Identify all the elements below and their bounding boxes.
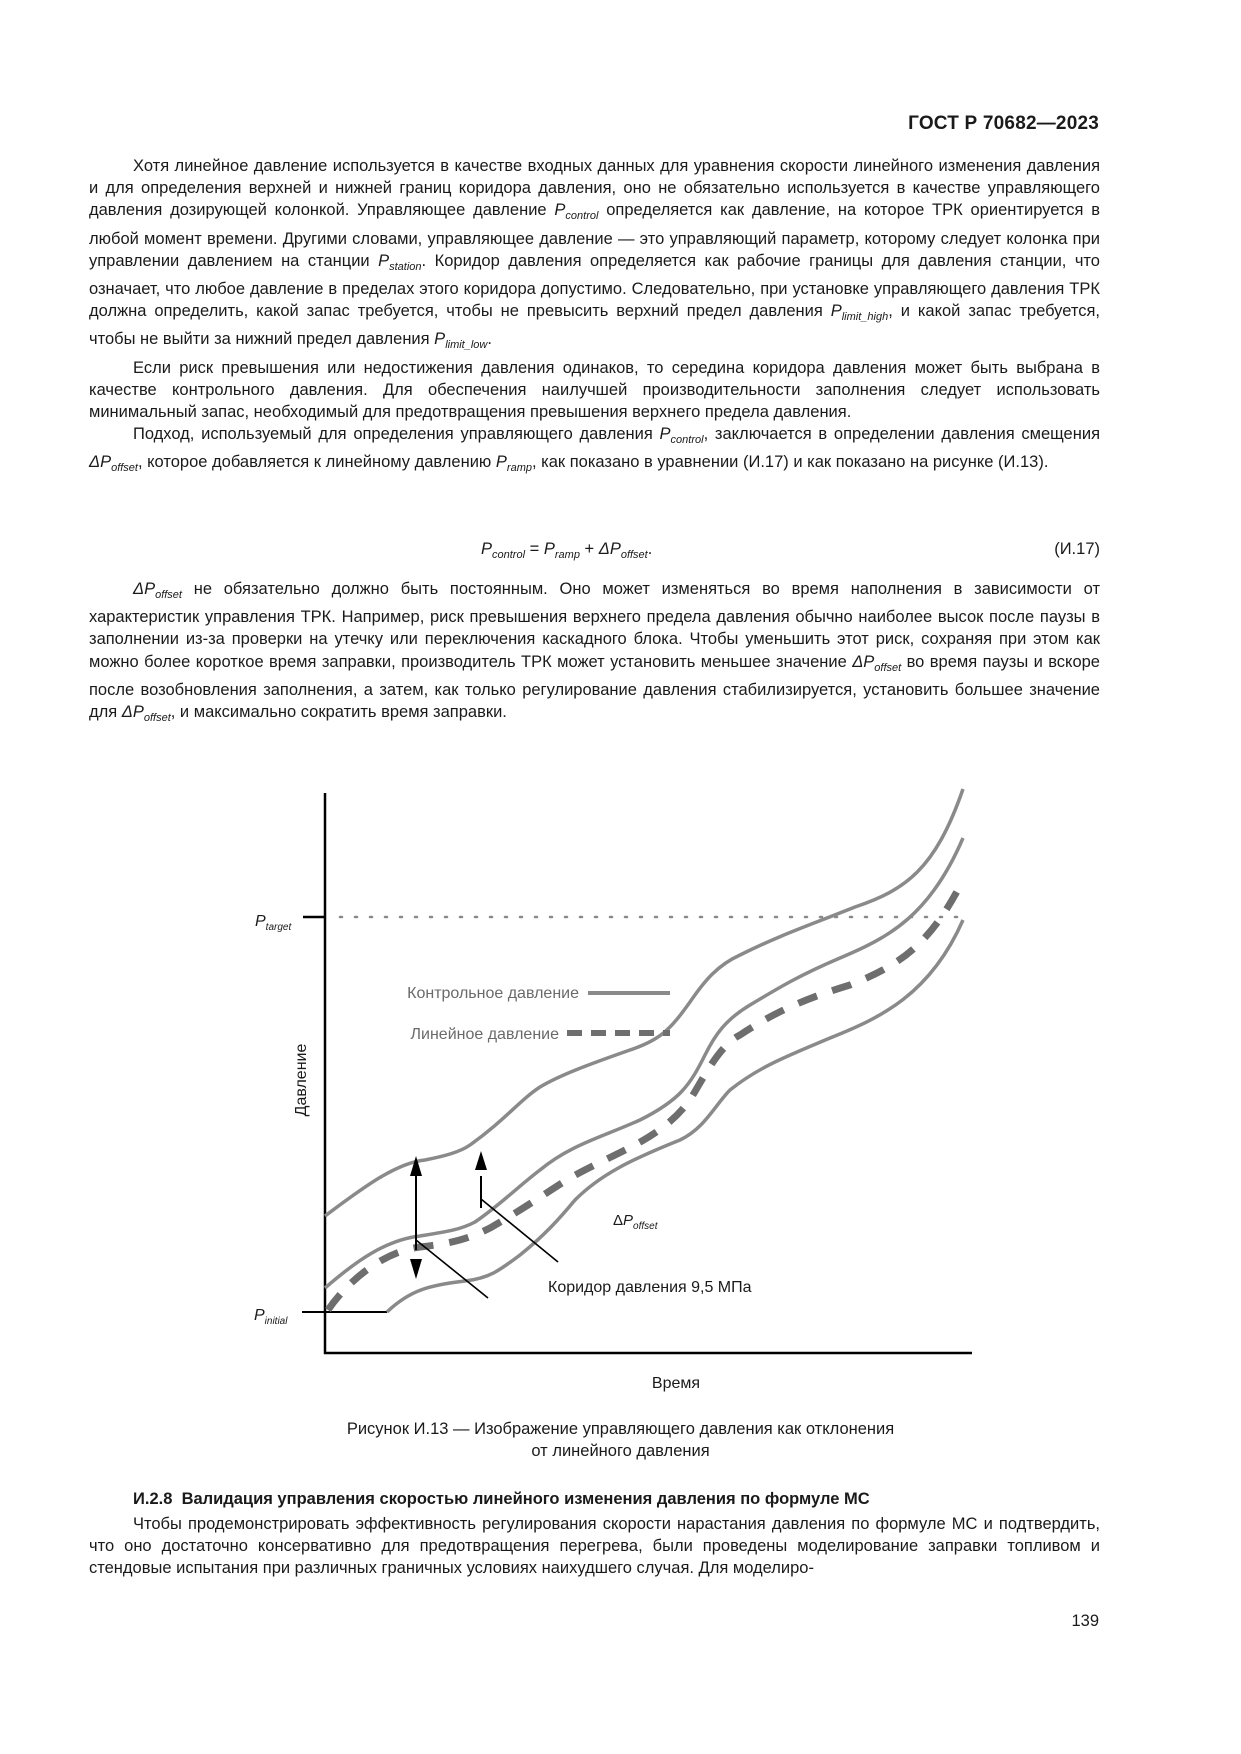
paragraph-2: Если риск превышения или недостижения давления одинаков, то середина коридора давления может быть выбрана в качестве контрольного давления. Для обеспечения наилучшей производительности заполнения следует использовать минимальный запас, необходимый для предотвращения превышения верхнего предела давления. bbox=[89, 358, 1100, 422]
paragraph-1: Хотя линейное давление используется в качестве входных данных для уравнения скорости линейного изменения давления и для определения верхней и нижней границ коридора давления, оно не обязательно используется в качестве управляющего давления дозирующей колонкой. Управляющее давление $P_{control}$ определяется как давление, на которое ТРК ориентируется в любой момент времени. Другими словами, управляющее давление — это управляющий параметр, которому следует колонка при управлении давлением на станции $P_{station}$. Коридор давления определяется как рабочие границы для давления станции, что означает, что любое давление в пределах этого коридора допустимо. Следовательно, при установке управляющего давления ТРК должна определить, какой запас требуется, чтобы не превысить верхний предел давления $P_{limit\_high}$, и какой запас требуется, чтобы не выйти за нижний предел давления $P_{limit\_low}$. bbox=[89, 157, 1101, 352]
p-target-label: $P_{target}$ bbox=[255, 913, 292, 933]
section-heading: И.2.8 Валидация управления скоростью линейного изменения давления по формуле МС bbox=[133, 1490, 870, 1508]
corridor-label: Коридор давления 9,5 МПа bbox=[548, 1279, 752, 1296]
p-initial-label: $P_{initial}$ bbox=[254, 1307, 288, 1327]
paragraph-3: Подход, используемый для определения управляющего давления $P_{control}$, заключается в определении давления смещения $\Delta P_{offset}$, которое добавляется к линейному давлению $P_{ramp}$, как показано в уравнении (И.17) и как показано на рисунке (И.13). bbox=[89, 425, 1100, 475]
document-id: ГОСТ Р 70682—2023 bbox=[908, 113, 1099, 134]
legend-ramp-label: Линейное давление bbox=[410, 1026, 559, 1043]
equation-number: (И.17) bbox=[1054, 540, 1100, 558]
figure-caption-line-1: Рисунок И.13 — Изображение управляющего давления как отклонения bbox=[346, 1420, 895, 1438]
page-number: 139 bbox=[1071, 1612, 1099, 1630]
paragraph-5: Чтобы продемонстрировать эффективность регулирования скорости нарастания давления по формуле МС и подтвердить, что оно достаточно консервативно для предотвращения перегрева, были проведены моделирование заправки топливом и стендовые испытания при различных граничных условиях наихудшего случая. Для моделиро- bbox=[89, 1515, 1100, 1578]
x-axis-label: Время bbox=[651, 1375, 701, 1392]
legend-control-label: Контрольное давление bbox=[407, 985, 579, 1002]
corridor-arrow-down-head bbox=[410, 1259, 422, 1279]
offset-arrow-head bbox=[475, 1151, 487, 1170]
corridor-upper-curve bbox=[325, 789, 963, 1216]
paragraph-4: $\Delta P_{offset}$ не обязательно должно быть постоянным. Оно может изменяться во время наполнения в зависимости от характеристик управления ТРК. Например, риск превышения верхнего предела давления обычно наиболее высок после паузы в заполнении из-за проверки на утечку или переключения каскадного блока. Чтобы уменьшить этот риск, сохраняя при этом как можно более короткое время заправки, производитель ТРК может установить меньшее значение $\Delta P_{offset}$ во время паузы и вскоре после возобновления заполнения, а затем, как только регулирование давления стабилизируется, установить большее значение для $\Delta P_{offset}$, и максимально сократить время заправки. bbox=[89, 580, 1100, 725]
body-text-block-3 bbox=[89, 1513, 1100, 1580]
y-axis-label: Давление bbox=[293, 1043, 310, 1117]
figure-caption bbox=[0, 1418, 1241, 1462]
figure-caption-line-2: от линейного давления bbox=[531, 1442, 710, 1460]
equation-formula: $P_{control} = P_{ramp} + \Delta P_{offset}$. bbox=[481, 540, 653, 561]
offset-label: $\Delta P_{offset}$ bbox=[613, 1212, 658, 1232]
